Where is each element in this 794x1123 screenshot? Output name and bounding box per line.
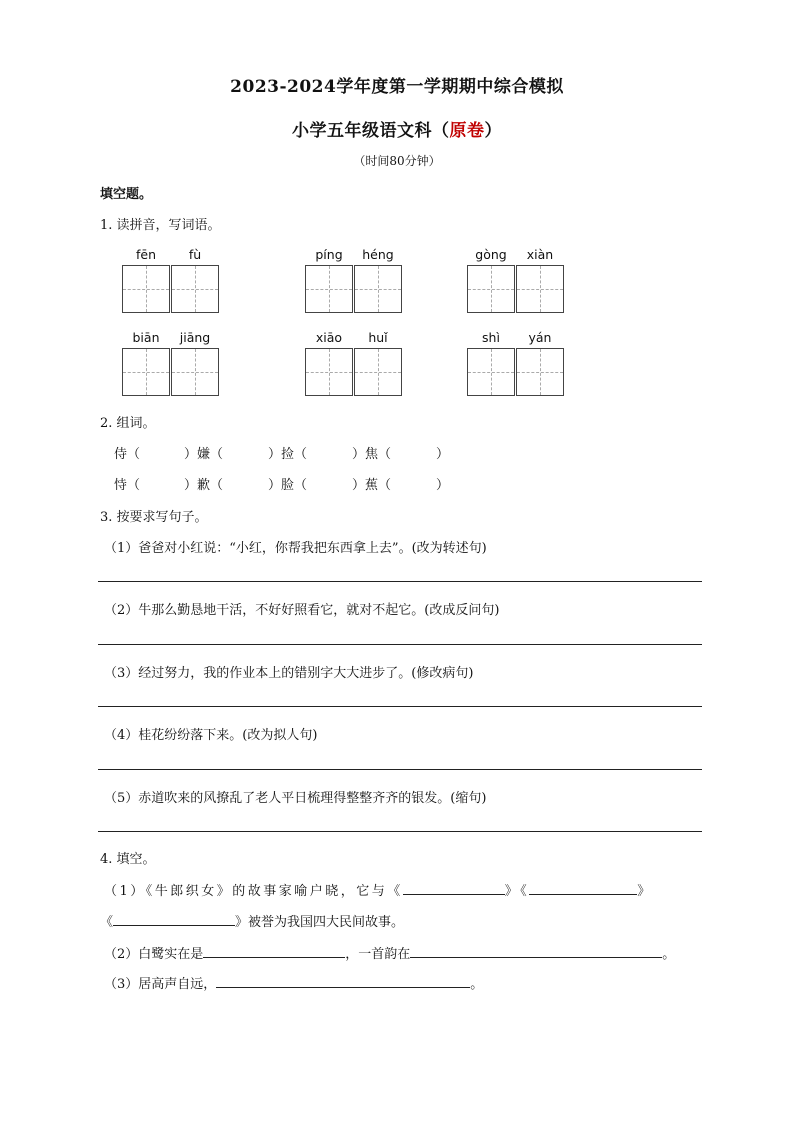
- writing-box[interactable]: [516, 348, 564, 396]
- pinyin-label: huǐ: [368, 330, 388, 345]
- writing-box[interactable]: [305, 265, 353, 313]
- fill-item-2: [104, 943, 675, 962]
- subtitle-end: ）: [484, 121, 502, 141]
- pinyin-label: píng: [315, 247, 343, 262]
- writing-box[interactable]: [122, 348, 170, 396]
- fill-text: （1）《牛郎织女》的故事家喻户晓，它与《: [104, 884, 403, 899]
- fill-text: 》被誉为我国四大民间故事。: [235, 915, 405, 930]
- pinyin-label: xiāo: [315, 330, 343, 345]
- word-group-cell: ）嫌（: [184, 447, 224, 462]
- pinyin-group: [122, 330, 220, 400]
- q3-prompt: 3. 按要求写句子。: [100, 510, 208, 525]
- sentence-item: （1）爸爸对小红说：“小红，你帮我把东西拿上去”。(改为转述句): [104, 541, 487, 556]
- pinyin-label: fù: [188, 247, 202, 262]
- word-group-cell: ）脸（: [268, 478, 308, 493]
- answer-line[interactable]: [98, 581, 702, 582]
- pinyin-group: [467, 330, 565, 400]
- pinyin-label: xiàn: [526, 247, 554, 262]
- word-group-cell: ）: [436, 478, 450, 493]
- fill-blank[interactable]: [113, 911, 235, 926]
- pinyin-label: jiāng: [179, 330, 211, 345]
- pinyin-label: shì: [482, 330, 500, 345]
- answer-line[interactable]: [98, 831, 702, 832]
- sentence-item: （3）经过努力，我的作业本上的错别字大大进步了。(修改病句): [104, 666, 474, 681]
- fill-item-1-cont: [100, 911, 404, 930]
- writing-box[interactable]: [305, 348, 353, 396]
- fill-text: （2）白鹭实在是: [104, 947, 204, 962]
- writing-box[interactable]: [467, 265, 515, 313]
- word-group-cell: 侍（: [114, 447, 141, 462]
- word-group-cell: 恃（: [114, 478, 141, 493]
- fill-blank[interactable]: [203, 943, 345, 958]
- fill-item-3: [104, 973, 483, 992]
- writing-box[interactable]: [467, 348, 515, 396]
- fill-text: 。: [662, 947, 676, 962]
- pinyin-label: yán: [528, 330, 552, 345]
- subtitle-red: 原卷: [449, 121, 485, 141]
- pinyin-group: [305, 330, 403, 400]
- writing-box[interactable]: [171, 265, 219, 313]
- answer-line[interactable]: [98, 769, 702, 770]
- fill-text: 》: [637, 884, 653, 899]
- pinyin-label: héng: [362, 247, 394, 262]
- fill-blank[interactable]: [529, 880, 637, 895]
- writing-box[interactable]: [171, 348, 219, 396]
- fill-text: 《: [100, 915, 114, 930]
- fill-text: （3）居高声自远，: [104, 977, 217, 992]
- sentence-item: （2）牛那么勤恳地干活，不好好照看它，就对不起它。(改成反问句): [104, 603, 500, 618]
- word-group-cell: ）捡（: [268, 447, 308, 462]
- answer-line[interactable]: [98, 706, 702, 707]
- fill-text: 。: [470, 977, 484, 992]
- writing-box[interactable]: [122, 265, 170, 313]
- fill-blank[interactable]: [403, 880, 505, 895]
- pinyin-group: [122, 247, 220, 317]
- q2-prompt: 2. 组词。: [100, 416, 156, 431]
- time-note: （时间80分钟）: [353, 154, 441, 168]
- q4-prompt: 4. 填空。: [100, 852, 156, 867]
- fill-blank[interactable]: [216, 973, 470, 988]
- word-group-cell: ）焦（: [352, 447, 392, 462]
- page-title: 2023-2024学年度第一学期期中综合模拟: [230, 77, 564, 97]
- word-group-cell: ）: [436, 447, 450, 462]
- q1-prompt: 1. 读拼音，写词语。: [100, 218, 221, 233]
- pinyin-group: [305, 247, 403, 317]
- pinyin-label: fēn: [135, 247, 156, 262]
- writing-box[interactable]: [354, 265, 402, 313]
- pinyin-label: biān: [132, 330, 160, 345]
- fill-text: ，一首韵在: [345, 947, 411, 962]
- page-subtitle: [0, 116, 794, 141]
- fill-text: 》《: [504, 884, 530, 899]
- word-group-cell: ）蕉（: [352, 478, 392, 493]
- sentence-item: （4）桂花纷纷落下来。(改为拟人句): [104, 728, 318, 743]
- section-heading: 填空题。: [100, 187, 153, 202]
- pinyin-label: gòng: [475, 247, 507, 262]
- fill-blank[interactable]: [410, 943, 662, 958]
- writing-box[interactable]: [516, 265, 564, 313]
- sentence-item: （5）赤道吹来的风撩乱了老人平日梳理得整整齐齐的银发。(缩句): [104, 791, 487, 806]
- pinyin-group: [467, 247, 565, 317]
- fill-item-1: [104, 880, 653, 899]
- word-group-cell: ）歉（: [184, 478, 224, 493]
- answer-line[interactable]: [98, 644, 702, 645]
- subtitle-main: 小学五年级语文科（: [292, 121, 450, 141]
- writing-box[interactable]: [354, 348, 402, 396]
